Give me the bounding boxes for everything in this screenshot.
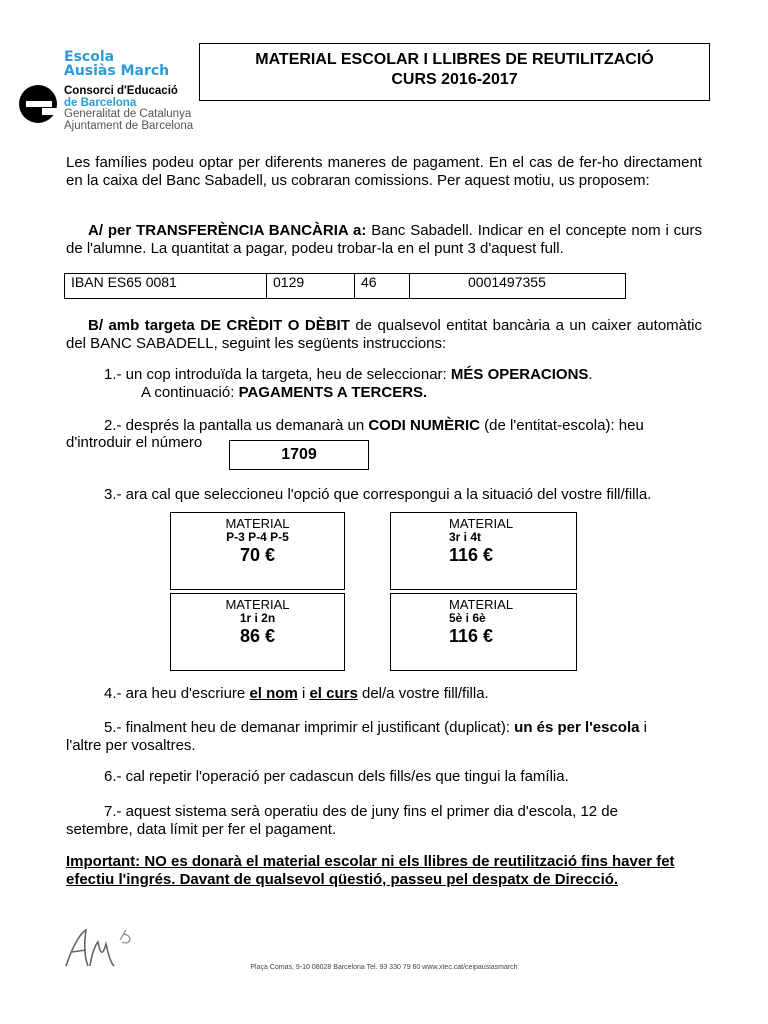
step-2-post: (de l'entitat-escola): heu (480, 417, 644, 434)
table-row (65, 274, 626, 299)
section-a-text: Banc Sabadell. Indicar en el concepte nom i curs de l'alumne. La quantitat a pagar, podeu trobar-la en el punt 3 d'aquest full. (66, 222, 702, 257)
step-5 (104, 719, 669, 737)
consorci-line1: Consorci d'Educació (64, 85, 178, 97)
important-line2: efectiu l'ingrés. Davant de qualsevol qüestió, passeu pel despatx de Direcció. (66, 871, 619, 888)
title-line1: MATERIAL ESCOLAR I LLIBRES DE REUTILITZACIÓ (255, 51, 654, 68)
section-b-text: de qualsevol entitat bancària a un caixer automàtic del BANC SABADELL, seguint les següents instruccions: (66, 317, 702, 352)
step-5-text: 5.- finalment heu de demanar imprimir el justificant (duplicat): (104, 719, 515, 736)
price-amount: 116 € (449, 626, 494, 646)
consorci-e-logo-icon (18, 84, 58, 124)
step-3: 3.- ara cal que seleccioneu l'opció que correspongui a la situació del vostre fill/filla. (104, 486, 652, 503)
price-courses: 1r i 2n (239, 611, 276, 625)
step-4-post: del/a vostre fill/filla. (357, 685, 489, 702)
consorci-logo-text (64, 86, 193, 132)
step-7-line1: 7.- aquest sistema serà operatiu des de juny fins el primer dia d'escola, 12 de (104, 803, 618, 820)
entity-code-box: 1709 (229, 440, 369, 470)
iban-cell-1: IBAN ES65 0081 (65, 274, 267, 299)
iban-cell-2: 0129 (267, 274, 355, 299)
consorci-line3: Generalitat de Catalunya (64, 108, 192, 120)
step-5-line2: l'altre per vosaltres. (66, 737, 196, 754)
step-1b-bold: PAGAMENTS A TERCERS. (238, 384, 428, 401)
price-amount: 70 € (239, 545, 276, 565)
school-name-line2: Ausiàs March (64, 63, 170, 79)
iban-cell-3: 46 (355, 274, 410, 299)
school-logo-text (64, 50, 169, 78)
section-a-label: A/ per TRANSFERÈNCIA BANCÀRIA a: (88, 222, 367, 239)
section-a-paragraph (66, 222, 702, 258)
document-title-box (199, 43, 710, 101)
intro-paragraph: Les famílies podeu optar per diferents maneres de pagament. En el cas de fer-ho directament en la caixa del Banc Sabadell, us cobraran comissions. Per aquest motiu, us proposem: (66, 154, 702, 189)
step-5-bold: un és per l'escola (514, 719, 640, 736)
iban-table (64, 273, 626, 299)
important-line1: Important: NO es donarà el material escolar ni els llibres de reutilització fins haver fet (66, 853, 675, 870)
step-6: 6.- cal repetir l'operació per cadascun dels fills/es que tingui la família. (104, 768, 569, 785)
step-1b-text: A continuació: (141, 384, 239, 401)
consorci-line4: Ajuntament de Barcelona (64, 119, 194, 132)
step-4-bold-course: el curs (309, 685, 358, 702)
price-box-1r-2n (170, 593, 345, 671)
iban-cell-4: 0001497355 (410, 274, 626, 299)
price-material-label: MATERIAL (225, 516, 290, 531)
price-courses: P-3 P-4 P-5 (226, 530, 289, 544)
price-amount: 116 € (449, 545, 494, 565)
school-name-line1: Escola (64, 49, 115, 65)
title-line2: CURS 2016-2017 (391, 71, 518, 88)
step-1-post: . (588, 366, 593, 383)
price-courses: 5è i 6è (449, 611, 486, 625)
price-courses: 3r i 4t (449, 530, 482, 544)
step-7-line2: setembre, data límit per fer el pagament. (66, 821, 337, 838)
step-1b (141, 384, 701, 402)
section-b-paragraph (66, 317, 702, 353)
step-1-text: 1.- un cop introduïda la targeta, heu de seleccionar: (104, 366, 451, 383)
price-box-3r-4t (390, 512, 577, 590)
step-4-bold-name: el nom (249, 685, 298, 702)
step-2 (104, 417, 704, 435)
important-notice (66, 853, 726, 889)
step-4-text: 4.- ara heu d'escriure (104, 685, 250, 702)
step-4 (104, 685, 704, 703)
step-5-post: i (639, 719, 647, 736)
step-2-text: 2.- després la pantalla us demanarà un (104, 417, 369, 434)
consorci-line2: de Barcelona (64, 96, 137, 109)
step-1-bold: MÉS OPERACIONS (450, 366, 589, 383)
price-amount: 86 € (239, 626, 276, 646)
footer-address: Plaça Comas, 9-10 08028 Barcelona Tel. 93 330 79 60 www.xtec.cat/ceipausiasmarch (250, 964, 518, 971)
price-material-label: MATERIAL (225, 597, 290, 612)
step-2-line2: d'introduir el número (66, 434, 203, 451)
price-material-label: MATERIAL (449, 597, 514, 612)
step-4-mid: i (297, 685, 310, 702)
price-box-p3-p5 (170, 512, 345, 590)
section-b-label-bold: DE CRÈDIT O DÈBIT (200, 317, 350, 334)
step-1 (104, 366, 704, 384)
price-material-label: MATERIAL (449, 516, 514, 531)
section-b-label-pre: B/ amb targeta (88, 317, 201, 334)
price-box-5e-6e (390, 593, 577, 671)
step-2-bold: CODI NUMÈRIC (368, 417, 481, 434)
